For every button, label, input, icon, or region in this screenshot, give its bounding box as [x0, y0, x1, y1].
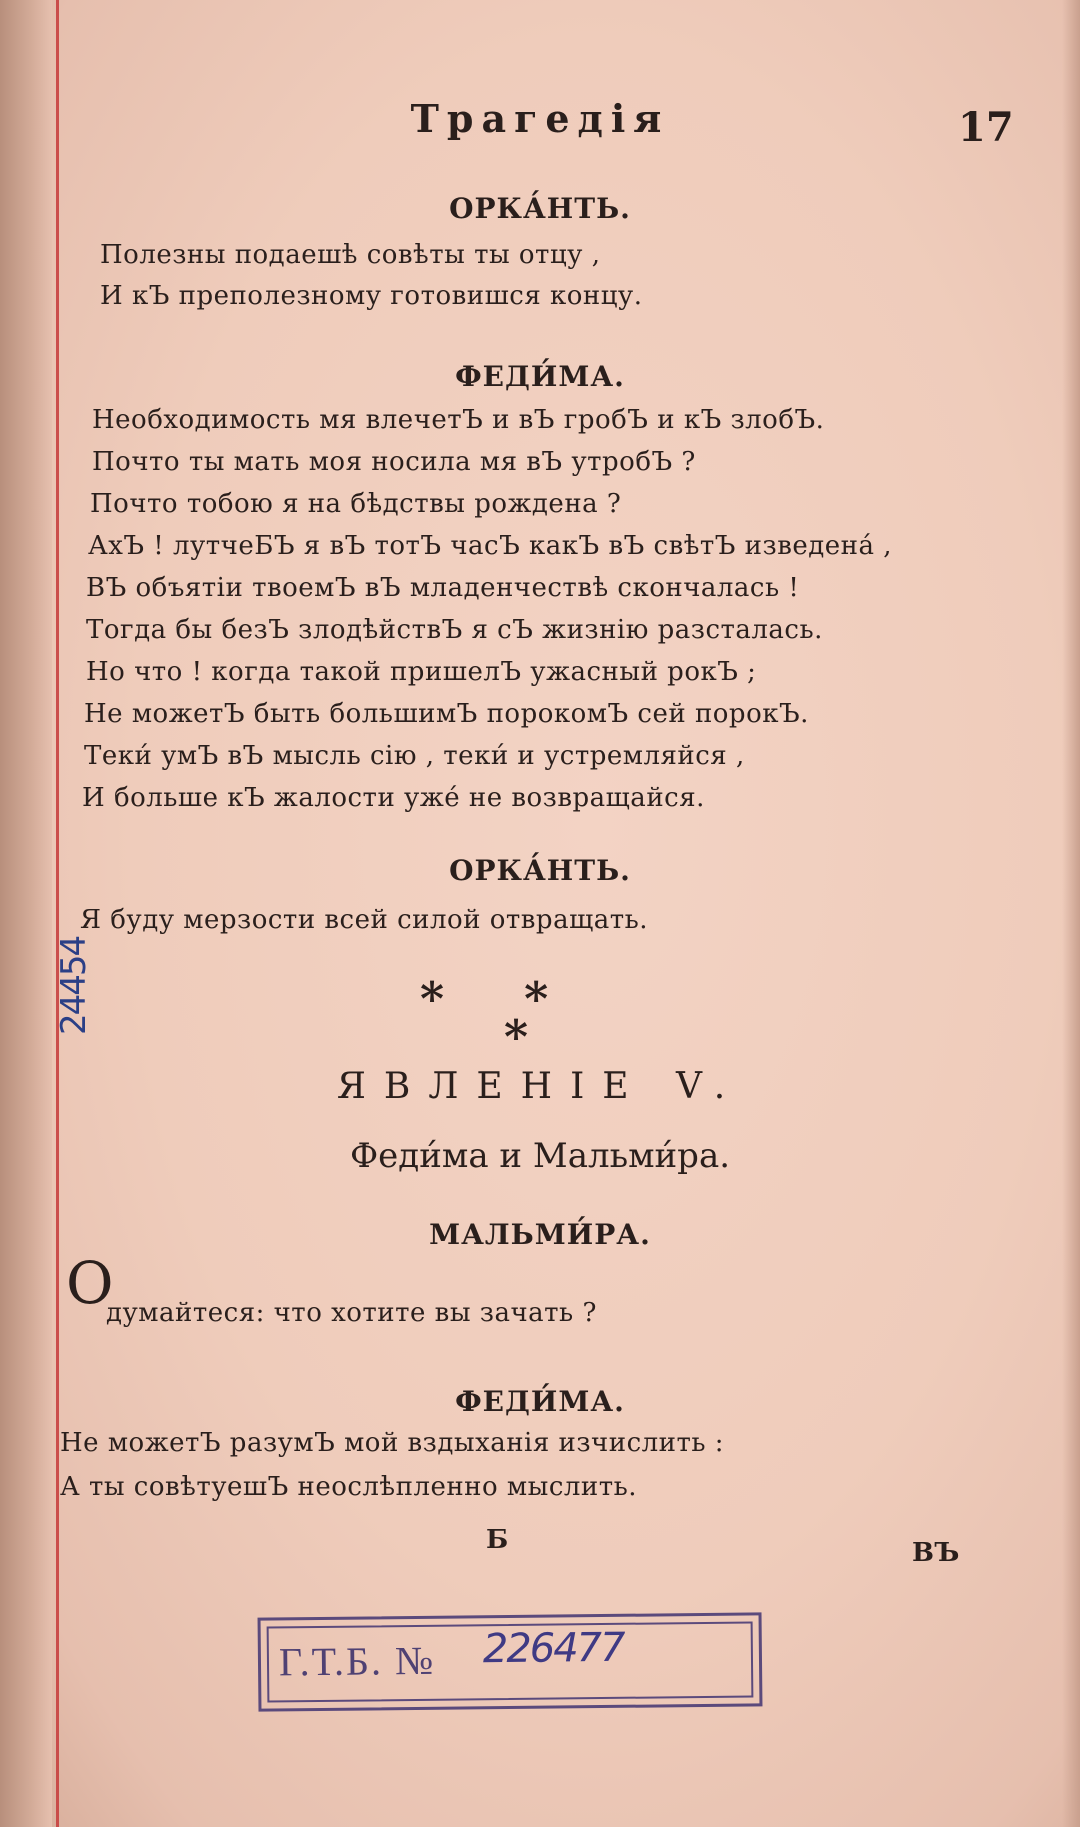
verse-line: Я буду мерзости всей силой отвращать. [80, 905, 649, 935]
running-header: Трагедія [410, 96, 670, 141]
ornament-stars: * * [420, 972, 549, 1026]
verse-line: А ты совѣтуешЪ неослѣпленно мыслить. [60, 1472, 638, 1502]
verse-line: И кЪ преполезному готовишся концу. [100, 281, 643, 311]
verse-line: Тогда бы безЪ злодѣйствЪ я сЪ жизнію разсталась. [86, 615, 823, 645]
verse-line: Не можетЪ быть большимЪ порокомЪ сей порокЪ. [84, 699, 809, 729]
page-right-edge [1062, 0, 1080, 1827]
signature-mark: Б [486, 1525, 509, 1555]
verse-line: думайтеся: что хотите вы зачать ? [106, 1298, 597, 1328]
ornament-star: * [504, 1010, 529, 1064]
speaker-fedima: ФЕДИ́МА. [455, 360, 625, 393]
page-number: 17 [958, 104, 1014, 151]
stamp-number: 226477 [482, 1624, 624, 1673]
verse-line: Полезны подаешѣ совѣты ты отцу , [100, 240, 601, 270]
speaker-fedima: ФЕДИ́МА. [455, 1385, 625, 1418]
catchword: ВЪ [912, 1538, 960, 1568]
drop-capital: О [66, 1249, 114, 1317]
verse-line: Почто ты мать моя носила мя вЪ утробЪ ? [92, 447, 696, 477]
speaker-orkant: ОРКА́НТЬ. [449, 192, 631, 225]
scene-persons: Феди́ма и Мальми́ра. [349, 1136, 731, 1176]
verse-line: И больше кЪ жалости уже́ не возвращайся. [82, 783, 705, 813]
verse-line: Теки́ умЪ вЪ мысль сію , теки́ и устремляйся , [84, 741, 745, 771]
margin-inventory-note: 24454 [54, 936, 94, 1035]
scene-title: ЯВЛЕНІЕ V. [336, 1066, 744, 1107]
verse-line: Почто тобою я на бѣдствы рождена ? [90, 489, 622, 519]
speaker-malmira: МАЛЬМИ́РА. [429, 1218, 651, 1251]
margin-red-line [56, 0, 59, 1827]
verse-line: ВЪ объятіи твоемЪ вЪ младенчествѣ скончалась ! [86, 573, 800, 603]
verse-line: Необходимость мя влечетЪ и вЪ гробЪ и кЪ злобЪ. [92, 405, 825, 435]
speaker-orkant: ОРКА́НТЬ. [449, 854, 631, 887]
verse-line: АхЪ ! лутчеБЪ я вЪ тотЪ часЪ какЪ вЪ свѣтЪ изведена́ , [88, 531, 892, 561]
verse-line: Не можетЪ разумЪ мой вздыханія изчислить : [60, 1428, 725, 1458]
page-left-edge [0, 0, 52, 1827]
stamp-text: Г.Т.Б. № [278, 1637, 436, 1685]
verse-line: Но что ! когда такой пришелЪ ужасный рокЪ ; [86, 657, 757, 687]
library-stamp [258, 1612, 763, 1711]
